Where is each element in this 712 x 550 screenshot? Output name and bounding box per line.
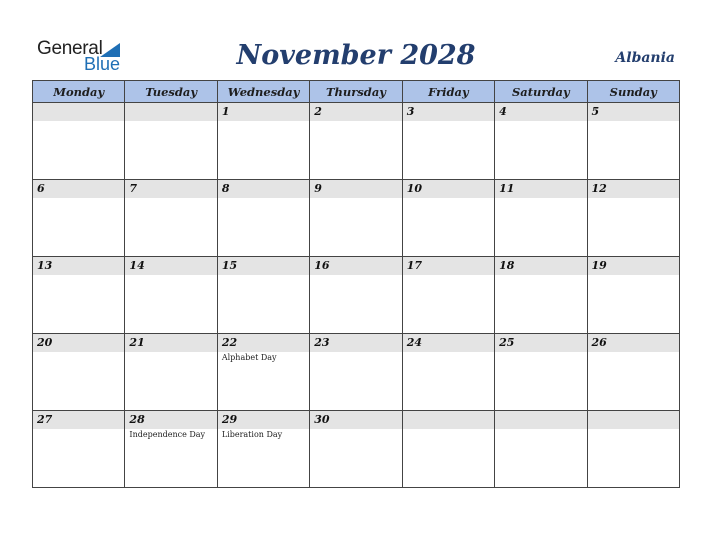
day-number: 26	[588, 334, 679, 352]
week-row	[33, 334, 680, 411]
day-number: 18	[495, 257, 586, 275]
day-cell	[310, 180, 402, 257]
holiday-label: Alphabet Day	[221, 353, 277, 362]
day-number: 24	[403, 334, 494, 352]
day-number: 5	[588, 103, 679, 121]
day-cell	[33, 334, 125, 411]
day-number: 29	[218, 411, 309, 429]
day-number: 9	[310, 180, 401, 198]
day-cell	[310, 411, 402, 488]
country-label: Albania	[615, 50, 675, 66]
day-number	[495, 411, 586, 429]
day-number: 14	[125, 257, 216, 275]
day-cell	[125, 257, 217, 334]
day-cell	[587, 180, 679, 257]
day-number: 3	[403, 103, 494, 121]
day-number	[403, 411, 494, 429]
weekday-header: Wednesday	[217, 81, 309, 103]
day-number: 20	[33, 334, 124, 352]
day-number	[125, 103, 216, 121]
day-cell	[402, 411, 494, 488]
day-cell	[217, 180, 309, 257]
day-number: 12	[588, 180, 679, 198]
day-cell	[495, 334, 587, 411]
logo-word-blue: Blue	[84, 54, 121, 74]
weekday-header: Saturday	[495, 81, 587, 103]
day-cell	[402, 334, 494, 411]
day-cell	[587, 411, 679, 488]
day-cell	[310, 257, 402, 334]
day-number: 2	[310, 103, 401, 121]
day-number: 13	[33, 257, 124, 275]
day-number	[33, 103, 124, 121]
day-cell	[33, 103, 125, 180]
week-row	[33, 411, 680, 488]
day-cell	[402, 103, 494, 180]
day-number: 17	[403, 257, 494, 275]
general-blue-logo	[37, 38, 127, 74]
day-number: 4	[495, 103, 586, 121]
day-cell	[33, 180, 125, 257]
day-number: 23	[310, 334, 401, 352]
weekday-header-row	[33, 81, 680, 103]
day-number: 7	[125, 180, 216, 198]
holiday-label: Liberation Day	[221, 430, 283, 439]
day-cell	[217, 411, 309, 488]
day-number: 15	[218, 257, 309, 275]
day-number: 1	[218, 103, 309, 121]
day-number: 30	[310, 411, 401, 429]
day-number: 21	[125, 334, 216, 352]
day-cell	[402, 257, 494, 334]
day-cell	[495, 257, 587, 334]
weekday-header: Friday	[402, 81, 494, 103]
day-cell	[125, 103, 217, 180]
calendar-title: November 2028	[236, 40, 476, 71]
month-calendar	[32, 80, 680, 488]
weekday-header: Sunday	[587, 81, 679, 103]
weekday-header: Monday	[33, 81, 125, 103]
day-cell	[310, 103, 402, 180]
day-cell	[125, 180, 217, 257]
day-number: 16	[310, 257, 401, 275]
weekday-header: Tuesday	[125, 81, 217, 103]
day-cell	[125, 334, 217, 411]
day-number: 10	[403, 180, 494, 198]
day-cell	[310, 334, 402, 411]
day-number: 11	[495, 180, 586, 198]
logo-word-general: General	[37, 38, 103, 59]
day-number: 25	[495, 334, 586, 352]
weekday-header: Thursday	[310, 81, 402, 103]
day-cell	[587, 257, 679, 334]
day-cell	[495, 180, 587, 257]
day-cell	[587, 334, 679, 411]
day-cell	[33, 411, 125, 488]
holiday-label: Independence Day	[129, 430, 206, 439]
day-cell	[217, 103, 309, 180]
day-number: 27	[33, 411, 124, 429]
day-number: 6	[33, 180, 124, 198]
day-number: 22	[218, 334, 309, 352]
day-cell	[402, 180, 494, 257]
day-cell	[33, 257, 125, 334]
week-row	[33, 103, 680, 180]
day-cell	[217, 257, 309, 334]
day-number: 28	[125, 411, 216, 429]
day-cell	[217, 334, 309, 411]
day-number	[588, 411, 679, 429]
day-number: 8	[218, 180, 309, 198]
week-row	[33, 257, 680, 334]
day-cell	[125, 411, 217, 488]
day-cell	[495, 411, 587, 488]
day-number: 19	[588, 257, 679, 275]
week-row	[33, 180, 680, 257]
day-cell	[495, 103, 587, 180]
day-cell	[587, 103, 679, 180]
